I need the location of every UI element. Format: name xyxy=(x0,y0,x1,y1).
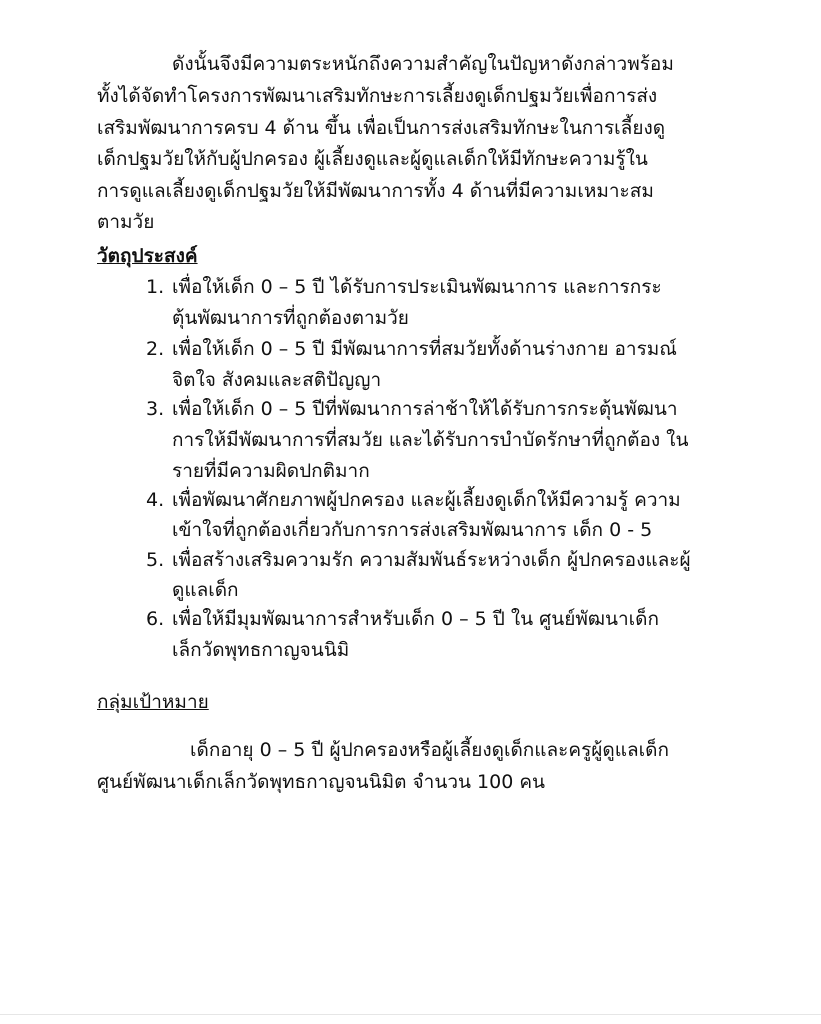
objective-number: 4. xyxy=(146,489,165,511)
objective-line: รายที่มีความผิดปกติมาก xyxy=(172,460,370,482)
intro-line: การดูแลเลี้ยงดูเด็กปฐมวัยให้มีพัฒนาการทั้ง 4 ด้านที่มีความเหมาะสม xyxy=(97,180,654,202)
objective-line: เพื่อให้เด็ก 0 – 5 ปี ได้รับการประเมินพัฒนาการ และการกระ xyxy=(172,276,662,298)
target-line: ศูนย์พัฒนาเด็กเล็กวัดพุทธกาญจนนิมิต จำนวน 100 คน xyxy=(97,771,546,793)
page-bottom-edge xyxy=(0,1014,821,1015)
objective-line: เพื่อให้เด็ก 0 – 5 ปี มีพัฒนาการที่สมวัยทั้งด้านร่างกาย อารมณ์ xyxy=(172,338,677,360)
objective-line: เพื่อให้เด็ก 0 – 5 ปีที่พัฒนาการล่าช้าให้ได้รับการกระตุ้นพัฒนา xyxy=(172,398,678,420)
objective-number: 6. xyxy=(146,608,165,630)
target-heading: กลุ่มเป้าหมาย xyxy=(97,691,209,713)
objective-line: เพื่อสร้างเสริมความรัก ความสัมพันธ์ระหว่างเด็ก ผู้ปกครองและผู้ xyxy=(172,549,691,571)
objective-line: การให้มีพัฒนาการที่สมวัย และได้รับการบำบัดรักษาที่ถูกต้อง ใน xyxy=(172,429,689,451)
objective-line: เพื่อให้มีมุมพัฒนาการสำหรับเด็ก 0 – 5 ปี ใน ศูนย์พัฒนาเด็ก xyxy=(172,608,660,630)
objective-line: ดูแลเด็ก xyxy=(172,579,239,601)
objective-line: เล็กวัดพุทธกาญจนนิมิ xyxy=(172,639,350,661)
objective-number: 1. xyxy=(146,276,165,298)
intro-line: ทั้งได้จัดทำโครงการพัฒนาเสริมทักษะการเลี้ยงดูเด็กปฐมวัยเพื่อการส่ง xyxy=(97,85,658,107)
intro-line: ตามวัย xyxy=(97,211,155,233)
intro-line: ดังนั้นจึงมีความตระหนักถึงความสำคัญในปัญหาดังกล่าวพร้อม xyxy=(172,53,674,75)
objective-number: 2. xyxy=(146,338,165,360)
objective-line: เพื่อพัฒนาศักยภาพผู้ปกครอง และผู้เลี้ยงดูเด็กให้มีความรู้ ความ xyxy=(172,489,681,511)
intro-line: เด็กปฐมวัยให้กับผู้ปกครอง ผู้เลี้ยงดูและผู้ดูแลเด็กให้มีทักษะความรู้ใน xyxy=(97,148,648,170)
objective-line: เข้าใจที่ถูกต้องเกี่ยวกับการการส่งเสริมพัฒนาการ เด็ก 0 - 5 xyxy=(172,519,653,541)
objective-number: 5. xyxy=(146,549,165,571)
objectives-heading: วัตถุประสงค์ xyxy=(97,245,198,267)
objective-line: ตุ้นพัฒนาการที่ถูกต้องตามวัย xyxy=(172,307,409,329)
target-line: เด็กอายุ 0 – 5 ปี ผู้ปกครองหรือผู้เลี้ยงดูเด็กและครูผู้ดูแลเด็ก xyxy=(190,739,669,761)
objective-number: 3. xyxy=(146,398,165,420)
objective-line: จิตใจ สังคมและสติปัญญา xyxy=(172,369,382,391)
intro-line: เสริมพัฒนาการครบ 4 ด้าน ขึ้น เพื่อเป็นการส่งเสริมทักษะในการเลี้ยงดู xyxy=(97,117,666,139)
